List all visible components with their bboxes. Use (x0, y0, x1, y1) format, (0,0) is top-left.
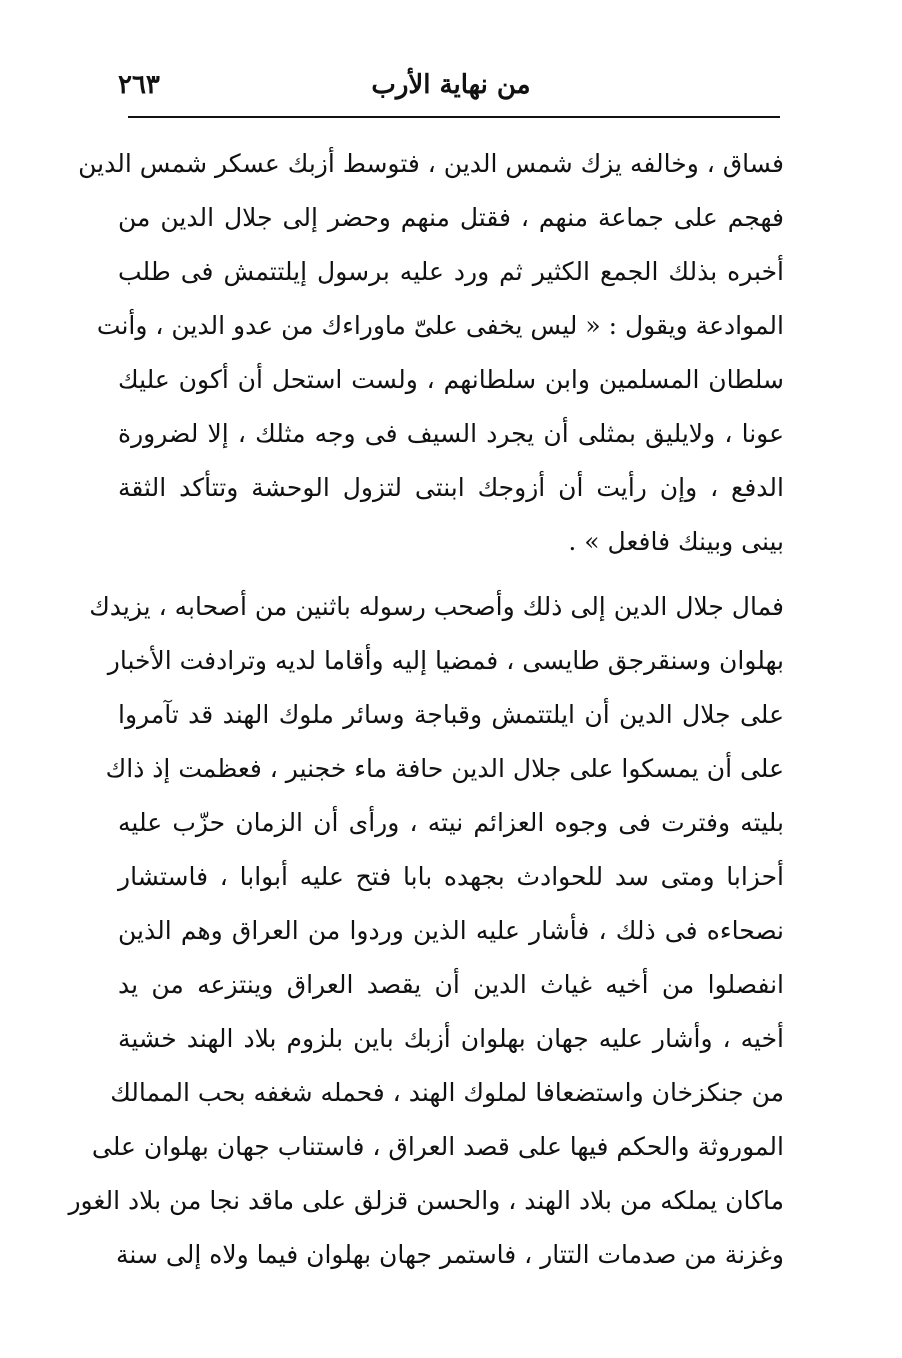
running-title: من نهاية الأرب (371, 70, 531, 100)
text-line: أخبره بذلك الجمع الكثير ثم ورد عليه برسول إيلتتمش فى طلب (118, 257, 784, 286)
running-header (118, 70, 784, 110)
text-line: فمال جلال الدين إلى ذلك وأصحب رسوله باثنين من أصحابه ، يزيدك (89, 592, 784, 621)
header-rule (128, 116, 780, 118)
text-line: الموادعة ويقول : « ليس يخفى علىّ ماوراءك من عدو الدين ، وأنت (96, 311, 784, 340)
text-line: الموروثة والحكم فيها على قصد العراق ، فاستناب جهان بهلوان على (91, 1132, 784, 1161)
text-line: من جنكزخان واستضعافا لملوك الهند ، فحمله شغفه بحب الممالك (110, 1078, 784, 1107)
text-line: بهلوان وسنقرجق طايسى ، فمضيا إليه وأقاما لديه وترادفت الأخبار (107, 646, 784, 675)
text-line: فساق ، وخالفه يزك شمس الدين ، فتوسط أزبك عسكر شمس الدين (78, 149, 784, 178)
text-line: وغزنة من صدمات التتار ، فاستمر جهان بهلوان فيما ولاه إلى سنة (116, 1240, 784, 1269)
text-line: ماكان يملكه من بلاد الهند ، والحسن قزلق على ماقد نجا من بلاد الغور (68, 1186, 784, 1215)
text-line: أخيه ، وأشار عليه جهان بهلوان أزبك باين بلزوم بلاد الهند خشية (118, 1024, 784, 1053)
text-line: سلطان المسلمين وابن سلطانهم ، ولست استحل أن أكون عليك (118, 365, 784, 394)
text-line: بليته وفترت فى وجوه العزائم نيته ، ورأى أن الزمان حزّب عليه (118, 808, 784, 837)
paragraph-2 (68, 580, 784, 1282)
text-line: عونا ، ولايليق بمثلى أن يجرد السيف فى وجه مثلك ، إلا لضرورة (118, 419, 784, 448)
text-line: نصحاءه فى ذلك ، فأشار عليه الذين وردوا من العراق وهم الذين (118, 916, 784, 945)
text-line: أحزابا ومتى سد للحوادث بجهده بابا فتح عليه أبوابا ، فاستشار (118, 862, 784, 891)
text-line: على جلال الدين أن ايلتتمش وقباجة وسائر ملوك الهند قد تآمروا (118, 700, 784, 729)
paragraph-1 (78, 137, 784, 569)
page-number: ٢٦٣ (118, 70, 160, 100)
text-line: انفصلوا من أخيه غياث الدين أن يقصد العراق وينتزعه من يد (118, 970, 784, 999)
text-line: على أن يمسكوا على جلال الدين حافة ماء خجنير ، فعظمت إذ ذاك (105, 754, 784, 783)
text-line: الدفع ، وإن رأيت أن أزوجك ابنتى لتزول الوحشة وتتأكد الثقة (118, 473, 784, 502)
text-line: بينى وبينك فافعل » . (568, 527, 784, 556)
text-line: فهجم على جماعة منهم ، فقتل منهم وحضر إلى جلال الدين من (118, 203, 784, 232)
